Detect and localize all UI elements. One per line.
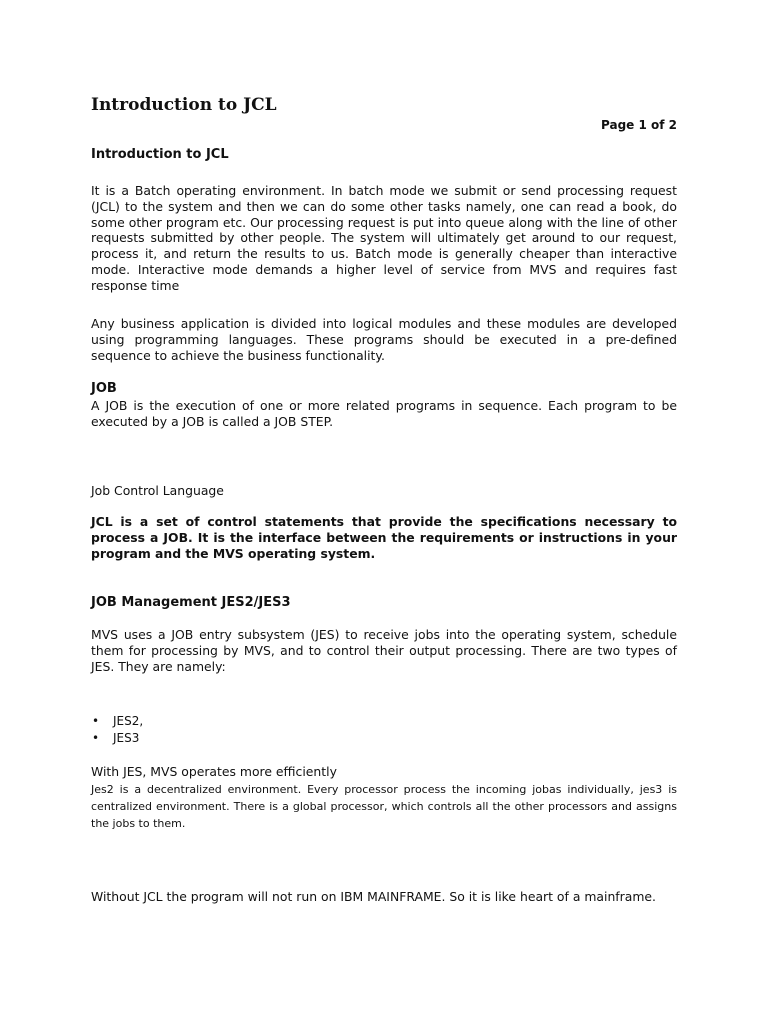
list-item-label: JES2,: [113, 714, 144, 728]
page-number: Page 1 of 2: [601, 118, 677, 132]
jcl-label: Job Control Language: [91, 483, 224, 498]
bullet-icon: •: [92, 714, 100, 728]
paragraph-batch-mode: It is a Batch operating environment. In batch mode we submit or send processing request (JCL) to the system and then we can do some other tasks namely, one can read a book, do some other program etc. Our processing request is put into queue along with the line of other requests submitted by other people. The system will ultimately get around to our request, process it, and return the results to us. Batch mode is generally cheaper than interactive mode. Interactive mode demands a higher level of service from MVS and requires fast response time: [91, 183, 677, 293]
section-heading: Introduction to JCL: [91, 147, 229, 162]
paragraph-conclusion: Without JCL the program will not run on IBM MAINFRAME. So it is like heart of a mainframe.: [91, 889, 656, 904]
list-item-label: JES3: [113, 731, 140, 745]
job-heading: JOB: [91, 381, 117, 396]
list-item: [91, 713, 677, 730]
bullet-icon: •: [92, 731, 100, 745]
jes-list: [91, 713, 677, 747]
paragraph-job-definition: A JOB is the execution of one or more related programs in sequence. Each program to be executed by a JOB is called a JOB STEP.: [91, 398, 677, 429]
jes-efficient-text: With JES, MVS operates more efficiently: [91, 764, 337, 779]
list-item: [91, 730, 677, 747]
paragraph-jcl-definition: JCL is a set of control statements that provide the specifications necessary to process a JOB. It is the interface between the requirements or instructions in your program and the MVS operating system.: [91, 514, 677, 561]
jes-heading: JOB Management JES2/JES3: [91, 595, 291, 610]
document-title: Introduction to JCL: [91, 95, 277, 115]
paragraph-jes: MVS uses a JOB entry subsystem (JES) to receive jobs into the operating system, schedule them for processing by MVS, and to control their output processing. There are two types of JES. They are namely:: [91, 627, 677, 674]
paragraph-jes2-jes3: Jes2 is a decentralized environment. Every processor process the incoming jobas individually, jes3 is centralized environment. There is a global processor, which controls all the other processors and assigns the jobs to them.: [91, 783, 677, 830]
paragraph-business-application: Any business application is divided into logical modules and these modules are developed using programming languages. These programs should be executed in a pre-defined sequence to achieve the business functionality.: [91, 316, 677, 363]
